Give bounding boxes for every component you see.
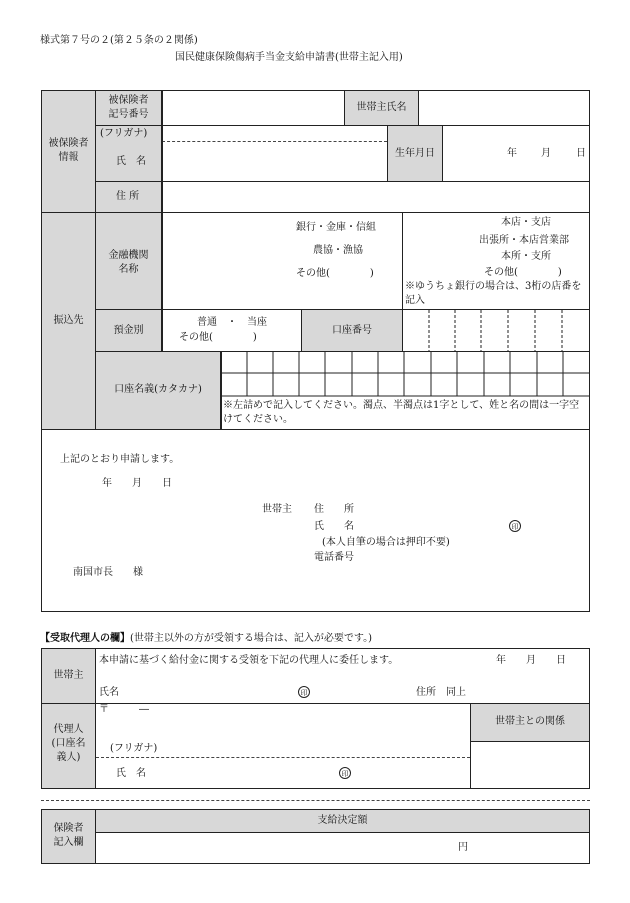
branch-type-1: 本店・支店 xyxy=(501,217,551,228)
declaration-date: 年 月 日 xyxy=(102,478,172,489)
agent-label: 代理人 (口座名 義人) xyxy=(51,724,86,763)
transfer-section-label: 振込先 xyxy=(53,315,84,326)
proxy-address-label: 住所 同上 xyxy=(416,687,466,698)
proxy-heading-note: (世帯主以外の方が受領する場合は、記入が必要です。) xyxy=(130,633,373,644)
form-title: 国民健康保険傷病手当金支給申請書(世帯主記入用) xyxy=(175,52,403,63)
branch-type-4: その他( ) xyxy=(484,267,562,278)
form-number: 様式第７号の２(第２５条の２関係) xyxy=(40,35,198,46)
furigana-label: (フリガナ) xyxy=(100,128,148,139)
insured-section-label: 被保険者 情報 xyxy=(48,138,89,163)
birth-day-label: 日 xyxy=(576,148,586,159)
phone-label: 電話番号 xyxy=(314,552,354,563)
declaration-seal-icon: 印 xyxy=(509,520,521,532)
bank-type-1: 銀行・金庫・信組 xyxy=(296,222,376,233)
deposit-type-label: 預金別 xyxy=(113,325,144,336)
currency-label: 円 xyxy=(458,842,468,853)
proxy-heading-bold: 【受取代理人の欄】 xyxy=(40,633,130,644)
yucho-note: ※ゆうちょ銀行の場合は、3桁の店番を記入 xyxy=(405,281,582,306)
deposit-type-1: 普通 ・ 当座 xyxy=(197,317,267,328)
declaration-householder: 世帯主 xyxy=(262,504,292,515)
birth-year-label: 年 xyxy=(507,148,517,159)
amount-label: 支給決定額 xyxy=(317,815,368,826)
no-seal-note: (本人自筆の場合は押印不要) xyxy=(322,537,450,548)
bank-type-2: 農協・漁協 xyxy=(313,245,363,256)
address-label: 住 所 xyxy=(116,191,140,202)
branch-type-3: 本所・支所 xyxy=(501,251,551,262)
symbol-number-label: 被保険者 記号番号 xyxy=(108,95,149,120)
account-name-label: 口座名義(カタカナ) xyxy=(114,384,202,395)
birth-date-label: 生年月日 xyxy=(395,148,435,159)
relation-label: 世帯主との関係 xyxy=(495,716,565,727)
branch-type-2: 出張所・本店営業部 xyxy=(479,235,569,246)
declaration-statement: 上記のとおり申請します。 xyxy=(60,454,180,465)
householder-name-label: 世帯主氏名 xyxy=(356,102,407,113)
proxy-householder-label: 世帯主 xyxy=(53,670,84,681)
proxy-seal-icon: 印 xyxy=(298,686,310,698)
birth-month-label: 月 xyxy=(541,148,551,159)
agent-furigana-label: (フリガナ) xyxy=(110,743,158,754)
proxy-heading xyxy=(40,632,372,646)
declaration-name-label: 氏 名 xyxy=(314,521,354,532)
institution-label: 金融機関 名称 xyxy=(108,250,149,275)
agent-seal-icon: 印 xyxy=(339,767,351,779)
deposit-type-2: その他( ) xyxy=(179,332,257,343)
addressee: 南国市長 様 xyxy=(73,567,143,578)
bank-type-3: その他( ) xyxy=(296,268,374,279)
declaration-address-label: 住 所 xyxy=(314,504,354,515)
postal-mark: 〒 ― xyxy=(99,704,149,715)
account-number-label: 口座番号 xyxy=(332,325,372,336)
insurer-label: 保険者 記入欄 xyxy=(53,823,84,848)
section-separator xyxy=(41,800,590,801)
proxy-name-label: 氏名 xyxy=(99,687,119,698)
proxy-date: 年 月 日 xyxy=(496,655,566,666)
account-name-note: ※左詰めで記入してください。濁点、半濁点は1字として、姓と名の間は一字空けてください。 xyxy=(223,400,580,425)
agent-name-label: 氏 名 xyxy=(116,768,146,779)
delegation-text: 本申請に基づく給付金に関する受領を下記の代理人に委任します。 xyxy=(99,655,399,666)
name-label: 氏 名 xyxy=(116,156,146,167)
